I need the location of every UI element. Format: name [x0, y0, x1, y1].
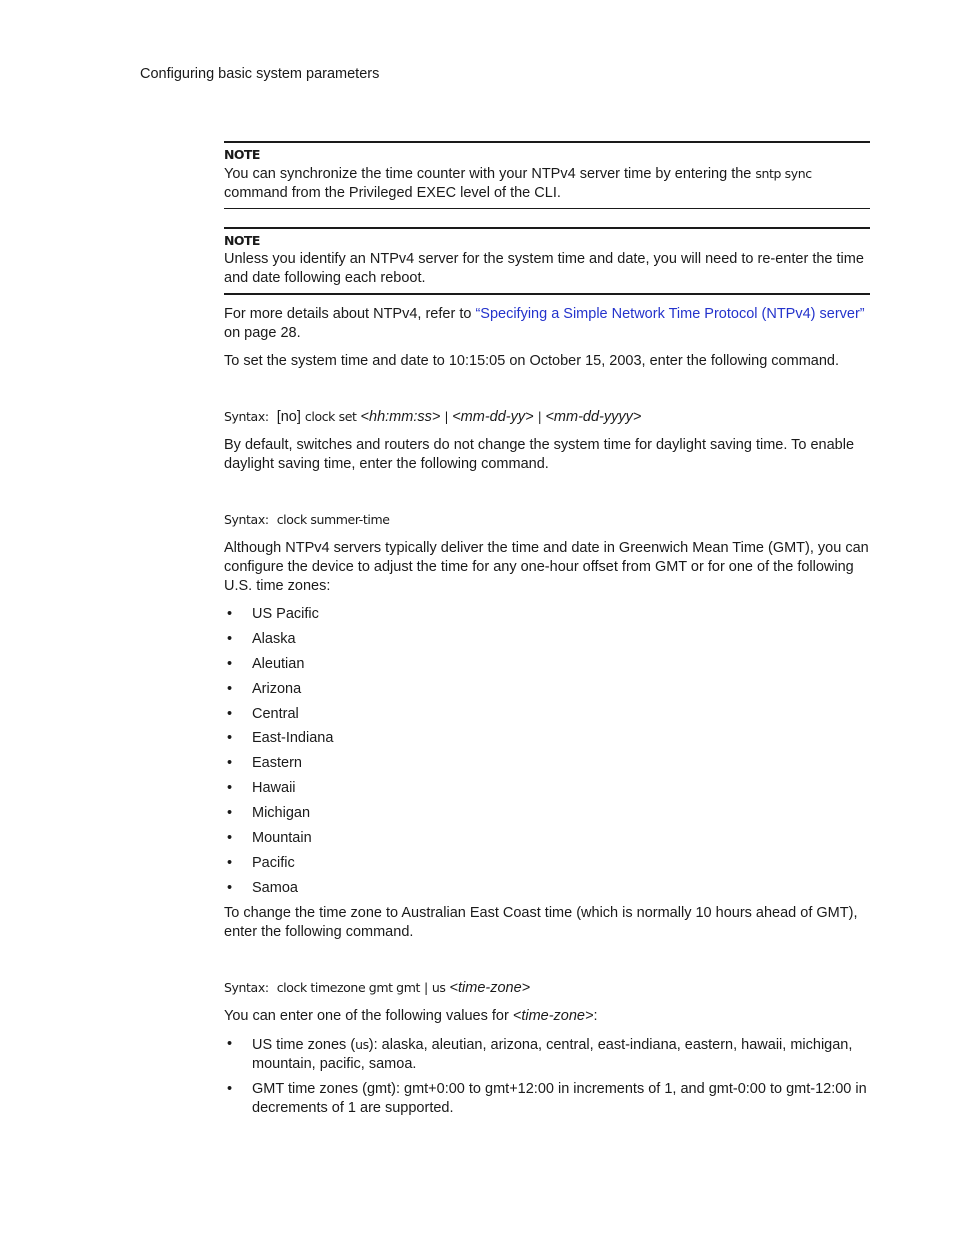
- list-item: • Eastern: [227, 755, 302, 772]
- list-item: • Hawaii: [227, 780, 296, 797]
- list-item: • Pacific: [227, 854, 295, 871]
- list-item: • US time zones (us): alaska, aleutian, arizona, central, east-indiana, eastern, hawaii, michigan, mountain, pacific, samoa.: [227, 1035, 853, 1072]
- link-ntpv4-server[interactable]: “Specifying a Simple Network Time Protocol (NTPv4) server”: [475, 306, 865, 322]
- note-reboot: [224, 227, 870, 295]
- para-values: You can enter one of the following values for <time-zone>:: [224, 1007, 598, 1024]
- note-label: NOTE: [224, 233, 260, 248]
- page-content: [224, 141, 870, 1124]
- note-label: NOTE: [224, 147, 260, 162]
- command-sntp-sync: sntp sync: [755, 166, 812, 181]
- note-text: You can synchronize the time counter with your NTPv4 server time by entering the sntp sync command from the Privileged EXEC level of the CLI.: [224, 166, 812, 201]
- para-daylight: By default, switches and routers do not change the system time for daylight saving time. To enable daylight saving time, enter the following command.: [224, 437, 855, 472]
- list-item: • East-Indiana: [227, 730, 334, 747]
- para-ntp-details: For more details about NTPv4, refer to “Specifying a Simple Network Time Protocol (NTPv4) server” on page 28.: [224, 306, 865, 341]
- list-item: • Alaska: [227, 630, 296, 647]
- list-item: • GMT time zones (gmt): gmt+0:00 to gmt+12:00 in increments of 1, and gmt-0:00 to gmt-12:00 in decrements of 1 are supported.: [227, 1080, 867, 1116]
- note-text: Unless you identify an NTPv4 server for the system time and date, you will need to re-enter the time and date following each reboot.: [224, 251, 864, 286]
- list-item: • Mountain: [227, 830, 312, 847]
- para-australia: To change the time zone to Australian East Coast time (which is normally 10 hours ahead of GMT), enter the following command.: [224, 904, 858, 940]
- syntax-summer-time: Syntax: clock summer-time: [224, 512, 390, 527]
- time-zone-values-list: [224, 1035, 870, 1118]
- list-item: • US Pacific: [227, 606, 319, 622]
- list-item: • Central: [227, 705, 299, 722]
- para-set-time: To set the system time and date to 10:15:05 on October 15, 2003, enter the following command.: [224, 353, 840, 369]
- list-item: • Aleutian: [227, 655, 305, 672]
- running-head: Configuring basic system parameters: [140, 66, 380, 82]
- list-item: • Arizona: [227, 680, 302, 697]
- para-gmt: Although NTPv4 servers typically deliver the time and date in Greenwich Mean Time (GMT), you can configure the device to adjust the time for any one-hour offset from GMT or for one of the following U.S. time zones:: [224, 540, 869, 594]
- note-sntp-sync: [224, 141, 870, 209]
- us-time-zone-list: [224, 605, 870, 904]
- syntax-clock-set: Syntax: [no] clock set <hh:mm:ss> | <mm-dd-yy> | <mm-dd-yyyy>: [224, 409, 642, 425]
- list-item: • Samoa: [227, 879, 298, 896]
- syntax-timezone: Syntax: clock timezone gmt gmt | us <time-zone>: [224, 979, 531, 996]
- list-item: • Michigan: [227, 805, 311, 822]
